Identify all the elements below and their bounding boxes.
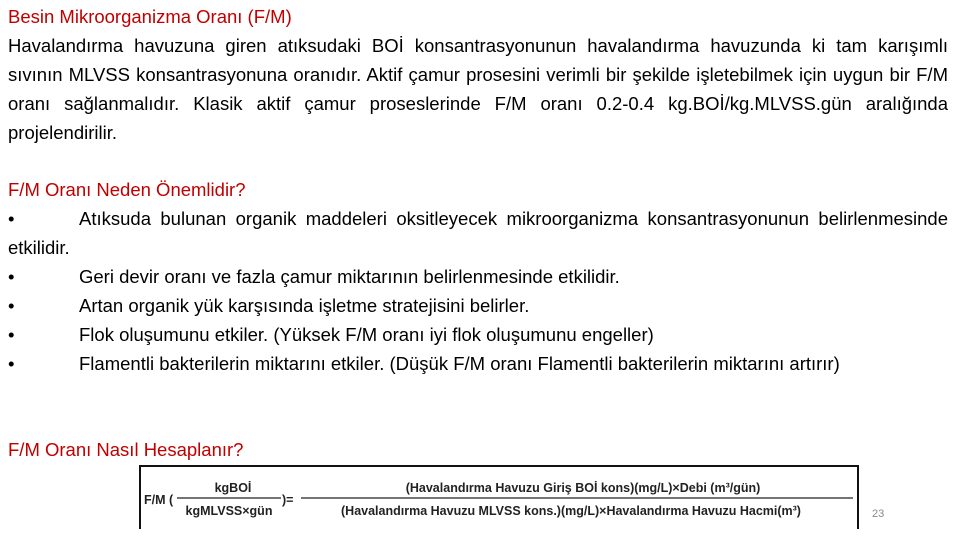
bullet-text: Geri devir oranı ve fazla çamur miktarının belirlenmesinde etkilidir.: [79, 266, 620, 287]
section-heading-definition: Besin Mikroorganizma Oranı (F/M): [8, 6, 292, 27]
bullet-symbol: •: [8, 208, 15, 229]
section-heading-importance: F/M Oranı Neden Önemlidir?: [8, 179, 246, 200]
bullet-item: [8, 320, 948, 349]
bullet-text: Atıksuda bulunan organik maddeleri oksitleyecek mikroorganizma konsantrasyonunun belirlenmesinde etkilidir.: [8, 208, 948, 258]
bullet-item: [8, 291, 948, 320]
bullet-text: Flamentli bakterilerin miktarını etkiler. (Düşük F/M oranı Flamentli bakterilerin miktarını artırır): [79, 353, 840, 374]
formula-lhs-denominator: kgMLVSS×gün: [185, 504, 273, 518]
formula-svg: [141, 467, 857, 529]
formula-rhs-numerator: (Havalandırma Havuzu Giriş BOİ kons)(mg/L)×Debi (m³/gün): [405, 481, 761, 495]
formula-lhs-close: )=: [282, 493, 294, 507]
bullet-item: [8, 262, 948, 291]
formula-rhs-denominator: (Havalandırma Havuzu MLVSS kons.)(mg/L)×Havalandırma Havuzu Hacmi(m³): [341, 504, 801, 518]
formula-lhs-numerator: kgBOİ: [214, 481, 252, 495]
bullet-text: Flok oluşumunu etkiler. (Yüksek F/M oranı iyi flok oluşumunu engeller): [79, 324, 654, 345]
bullet-item: [8, 349, 948, 378]
bullet-symbol: •: [8, 353, 15, 374]
bullet-symbol: •: [8, 295, 15, 316]
formula-lhs-label: F/M (: [144, 493, 174, 507]
bullet-symbol: •: [8, 324, 15, 345]
section-calculation: [8, 435, 948, 464]
bullet-item: [8, 204, 948, 262]
section-importance: [8, 175, 948, 378]
definition-paragraph: Havalandırma havuzuna giren atıksudaki BOİ konsantrasyonunun havalandırma havuzunda ki tam karışımlı sıvının MLVSS konsantrasyonuna oranıdır. Aktif çamur prosesini verimli bir şekilde işletebilmek için uygun bir F/M oranı sağlanmalıdır. Klasik aktif çamur proseslerinde F/M oranı 0.2-0.4 kg.BOİ/kg.MLVSS.gün aralığında projelendirilir.: [8, 35, 948, 143]
page-number: 23: [872, 508, 885, 520]
bullet-text: Artan organik yük karşısında işletme stratejisini belirler.: [79, 295, 530, 316]
bullet-symbol: •: [8, 266, 15, 287]
section-definition: [8, 2, 948, 147]
formula-image: [139, 465, 859, 529]
section-heading-calculation: F/M Oranı Nasıl Hesaplanır?: [8, 439, 244, 460]
